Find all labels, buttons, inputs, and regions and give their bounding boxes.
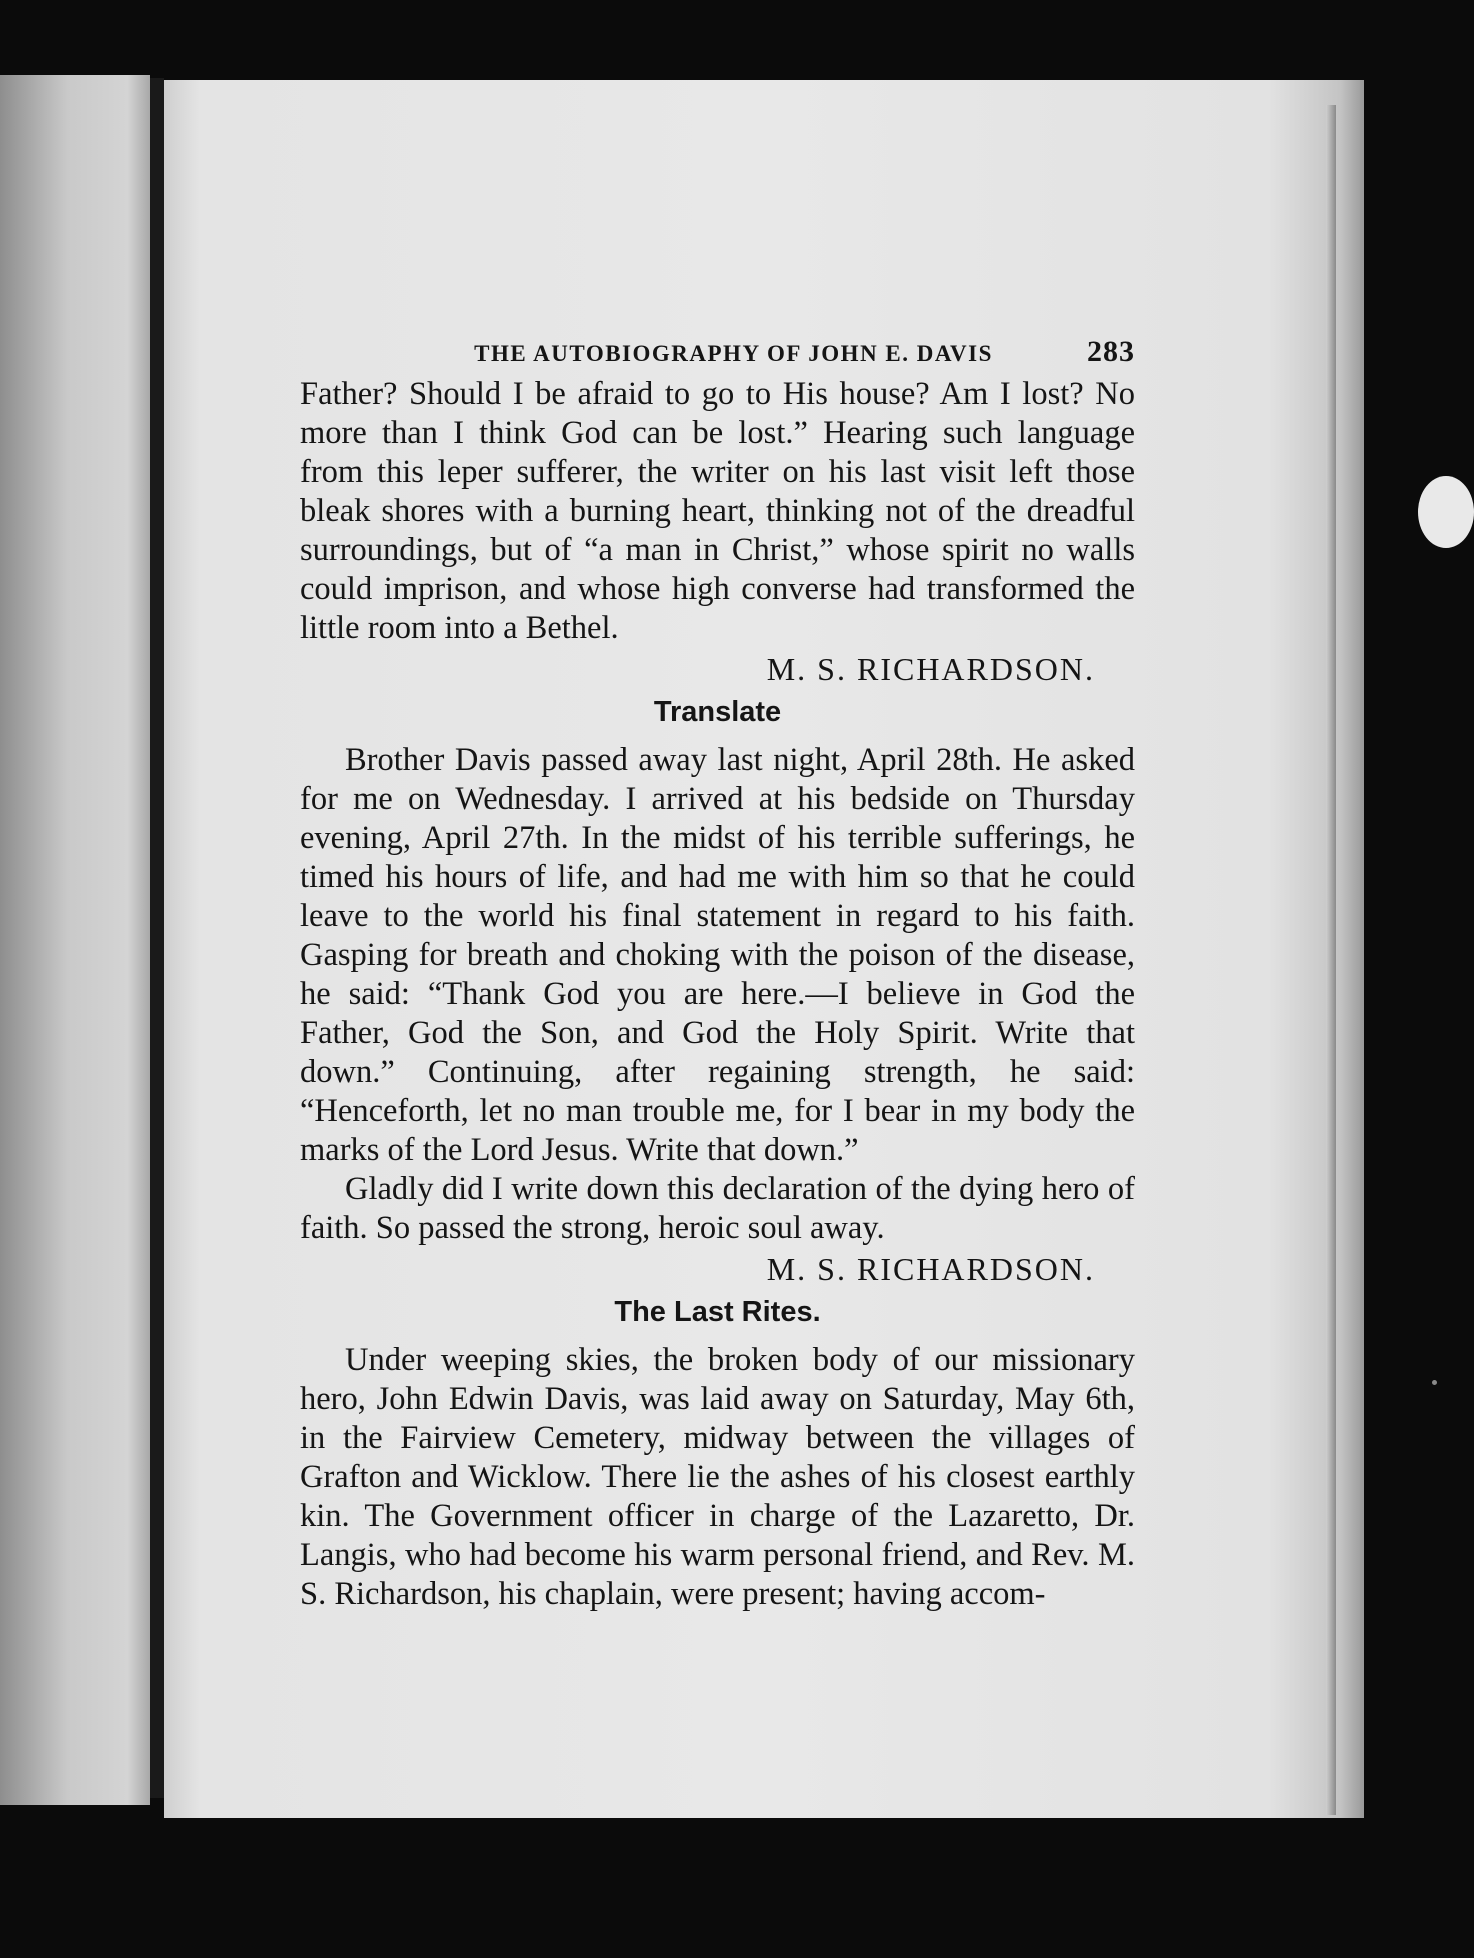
facing-page-edge [0, 75, 150, 1805]
scan-speck [1432, 1380, 1437, 1385]
ink-blot [1418, 476, 1474, 548]
heading-last-rites: The Last Rites. [614, 1296, 821, 1328]
book-gutter [150, 78, 164, 1798]
running-header [300, 335, 1135, 369]
page-text [300, 335, 1135, 1614]
page-fore-edge [1326, 105, 1336, 1815]
paragraph-leper-visit: Father? Should I be afraid to go to His house? Am I lost? No more than I think God can be lost.” Hearing such language from this leper sufferer, the writer on his last visit left those bleak shores with a burning heart, thinking not of the dreadful surroundings, but of “a man in Christ,” whose spirit no walls could imprison, and whose high converse had transformed the little room into a Bethel. [300, 376, 1135, 646]
paragraph-burial: Under weeping skies, the broken body of our missionary hero, John Edwin Davis, was laid away on Saturday, May 6th, in the Fairview Cemetery, midway between the villages of Grafton and Wicklow. There lie the ashes of his closest earthly kin. The Government officer in charge of the Lazaretto, Dr. Langis, who had become his warm personal friend, and Rev. M. S. Richardson, his chaplain, were present; having accom- [300, 1342, 1135, 1612]
signature-richardson-1: M. S. RICHARDSON. [766, 651, 1095, 687]
page-number: 283 [1087, 335, 1135, 368]
paragraph-death-account: Brother Davis passed away last night, April 28th. He asked for me on Wednesday. I arrived at his bedside on Thursday evening, April 27th. In the midst of his terrible sufferings, he timed his hours of life, and had me with him so that he could leave to the world his final statement in regard to his faith. Gasping for breath and choking with the poison of the disease, he said: “Thank God you are here.—I believe in God the Father, God the Son, and God the Holy Spirit. Write that down.” Continuing, after regaining strength, he said: “Henceforth, let no man trouble me, for I bear in my body the marks of the Lord Jesus. Write that down.” [300, 742, 1135, 1168]
running-title: THE AUTOBIOGRAPHY OF JOHN E. DAVIS [474, 341, 993, 366]
paragraph-declaration: Gladly did I write down this declaration of the dying hero of faith. So passed the strong, heroic soul away. [300, 1171, 1135, 1246]
heading-translate: Translate [653, 696, 782, 728]
signature-richardson-2: M. S. RICHARDSON. [766, 1251, 1095, 1287]
